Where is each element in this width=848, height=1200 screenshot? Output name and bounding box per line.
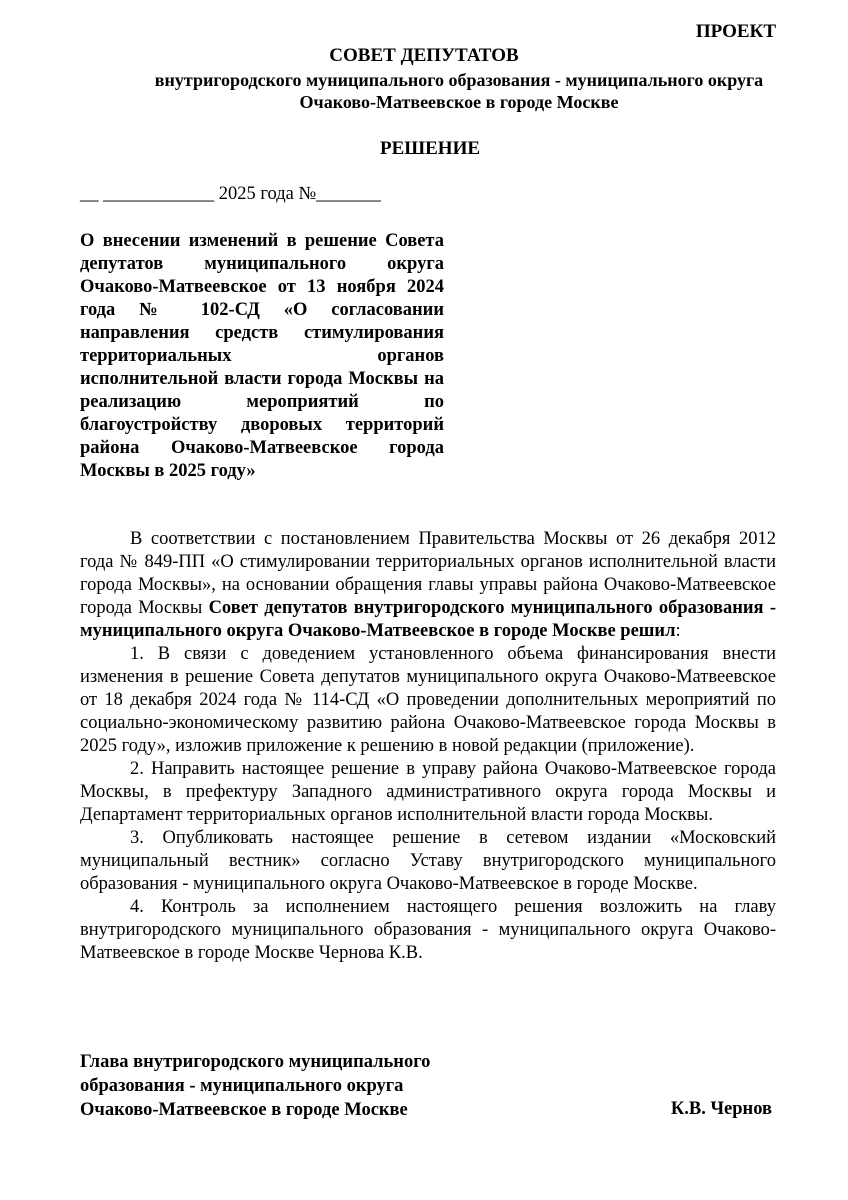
decision-subject: О внесении изменений в решение Совета депутатов муниципального округа Очаково-Матвеевское от 13 ноября 2024 года № 102-СД «О согласовании направления средств стимулирования территориальных органов исполнительной власти города Москвы на реализацию мероприятий по благоустройству дворовых территорий района Очаково-Матвеевское города Москвы в 2025 году» [80,231,444,481]
council-title: СОВЕТ ДЕПУТАТОВ [329,45,519,66]
item-2: 2. Направить настоящее решение в управу района Очаково-Матвеевское города Москвы, в префектуру Западного административного округа города Москвы и Департамент территориальных органов исполнительной власти города Москвы. [80,759,776,825]
date-number-line: __ ____________ 2025 года №_______ [80,184,381,204]
decision-body [80,528,776,965]
item-1: 1. В связи с доведением установленного объема финансирования внести изменения в решение Совета депутатов муниципального округа Очаково-Матвеевское от 18 декабря 2024 года № 114-СД «О проведении дополнительных мероприятий по социально-экономическому развитию района Очаково-Матвеевское города Москвы в 2025 году», изложив приложение к решению в новой редакции (приложение). [80,644,776,756]
decision-title: РЕШЕНИЕ [379,138,481,159]
signature-position [80,1050,480,1122]
preamble-text: В соответствии с постановлением Правительства Москвы от 26 декабря 2012 года № 849-ПП «О стимулировании территориальных органов исполнительной власти города Москвы», на основании обращения главы управы района Очаково-Матвеевское города Москвы [80,529,776,618]
preamble-bold-text: Совет депутатов внутригородского муниципального образования - муниципального округа Очаково-Матвеевское в городе Москве решил [80,598,776,641]
signature-name: К.В. Чернов [670,1099,772,1119]
preamble-tail: : [675,621,681,641]
item-4: 4. Контроль за исполнением настоящего решения возложить на главу внутригородского муниципального образования - муниципального округа Очаково-Матвеевское в городе Москве Чернова К.В. [80,897,776,963]
signature-position-line-1: Глава внутригородского муниципального [80,1052,431,1072]
draft-label: ПРОЕКТ [695,21,776,42]
signature-position-line-3: Очаково-Матвеевское в городе Москве [80,1100,408,1120]
item-3: 3. Опубликовать настоящее решение в сетевом издании «Московский муниципальный вестник» согласно Уставу внутригородского муниципального образования - муниципального округа Очаково-Матвеевское в городе Москве. [80,828,776,894]
preamble-paragraph [80,528,776,643]
municipality-line: внутригородского муниципального образования - муниципального округа Очаково-Матвеевское в городе Москве [154,70,764,112]
signature-position-line-2: образования - муниципального округа [80,1076,404,1096]
